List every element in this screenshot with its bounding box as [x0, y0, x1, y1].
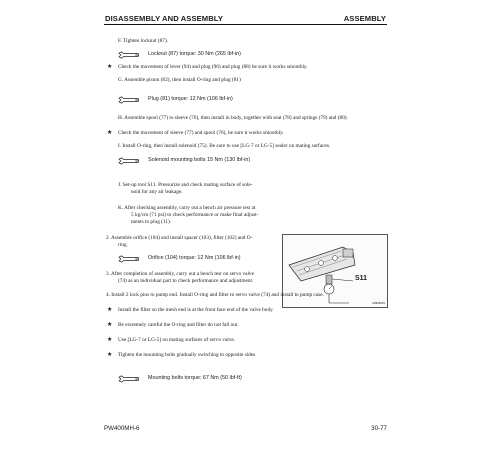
caution-star-icon: ★	[107, 352, 113, 358]
step-h: H. Assemble spool (77) to sleeve (76), then install in body, together with seat (78) and springs (79) and (80).	[118, 115, 348, 121]
torque-wrench-icon	[118, 375, 140, 383]
header-rule	[104, 24, 387, 25]
step-j-line2: noid for any air leakage.	[131, 189, 183, 195]
step-3-line1: 3. After completion of assembly, carry out a bench test on servo valve	[106, 271, 254, 277]
torque-spec-solenoid: Solenoid mounting bolts 15 Nm (130 lbf-in)	[148, 157, 251, 163]
step-k-line1: K. After checking assembly, carry out a bench air pressure test at	[118, 205, 256, 211]
torque-wrench-icon	[118, 157, 140, 165]
caution-note: Install the filter so the mesh end is at the front face end of the valve body.	[118, 307, 274, 313]
model-number: PW400MH-6	[104, 425, 140, 432]
torque-wrench-icon	[118, 255, 140, 263]
step-j-line1: J. Set-up tool S11. Pressurize and check mating surface of sole-	[118, 182, 253, 188]
caution-note: Check the movement of lever (94) and plug (96) and plug (88) be sure it works smoothly.	[118, 64, 308, 70]
step-f: F. Tighten locknut (87).	[118, 38, 169, 44]
step-3-line2: (74) as an individual part to check performance and adjustment.	[118, 278, 254, 284]
step-g: G. Assemble piston (82), then install O-ring and plug (81)	[118, 77, 241, 83]
step-k-line3: ments to plug (11).	[131, 219, 172, 225]
step-i: I. Install O-ring, then install solenoid (75). Be sure to use [LG-7 or LG-5] sealer on mating surfaces.	[118, 143, 331, 149]
page-number: 30-77	[371, 425, 387, 432]
torque-spec-locknut: Locknut (87) torque: 30 Nm (265 lbf-in)	[148, 51, 241, 57]
torque-wrench-icon	[118, 51, 140, 59]
step-k-line2: 5 kg/cm (71 psi) to check performance or make final adjust-	[131, 212, 259, 218]
caution-star-icon: ★	[107, 307, 113, 313]
step-2-line2: ring.	[118, 242, 128, 248]
caution-star-icon: ★	[107, 322, 113, 328]
torque-wrench-icon	[118, 96, 140, 104]
torque-spec-orifice: Orifice (104) torque: 12 Nm (106 lbf-in)	[148, 255, 241, 261]
caution-note: Be extremely careful the O-ring and filter do not fall out.	[118, 322, 239, 328]
caution-star-icon: ★	[107, 130, 113, 136]
torque-spec-plug: Plug (81) torque: 12 Nm (106 lbf-in)	[148, 96, 233, 102]
figure-reference-code: A0906015	[372, 301, 385, 305]
caution-note: Tighten the mounting bolts gradually switching to opposite sides.	[118, 352, 257, 358]
step-4: 4. Install 2 lock pins to pump end. Install O-ring and filter to servo valve (74) and install to pump case.	[106, 292, 324, 298]
step-2-line1: 2. Assemble orifice (104) and install spacer (103), filter (102) and O-	[106, 235, 253, 241]
caution-note: Check the movement of sleeve (77) and spool (76), be sure it works smoothly.	[118, 130, 284, 136]
caution-star-icon: ★	[107, 337, 113, 343]
caution-note: Use [LG-7 or LG-5] on mating surfaces of servo valve.	[118, 337, 236, 343]
tool-label-s11: S11	[355, 275, 368, 282]
section-title: DISASSEMBLY AND ASSEMBLY	[105, 14, 224, 23]
torque-spec-mounting-bolts: Mounting bolts torque: 67 Nm (50 lbf-ft)	[148, 375, 242, 381]
subsection-title: ASSEMBLY	[343, 14, 386, 23]
caution-star-icon: ★	[107, 64, 113, 70]
